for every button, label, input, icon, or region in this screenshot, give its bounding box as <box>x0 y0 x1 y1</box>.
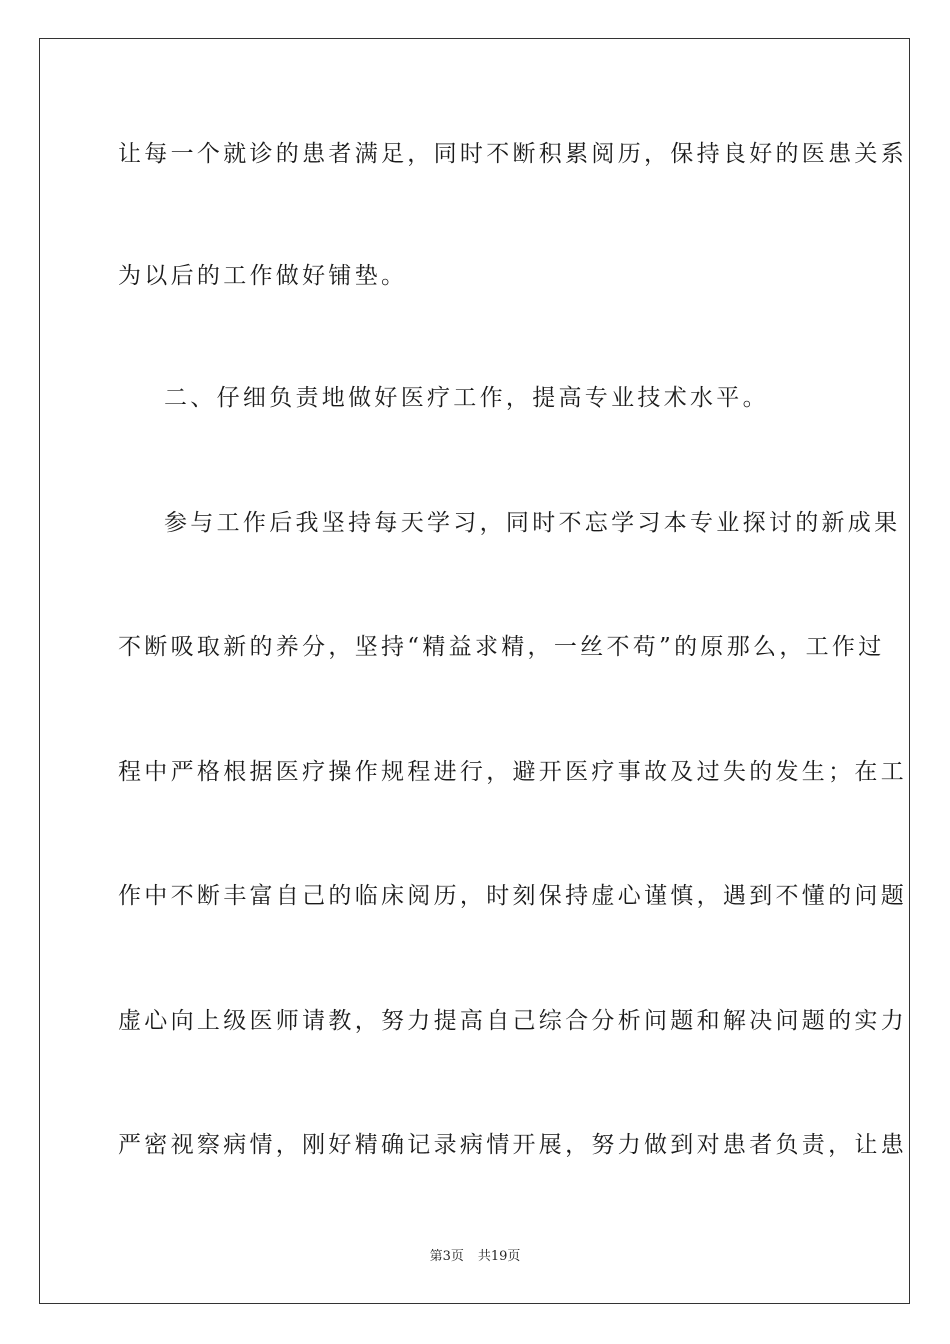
body-text-line-5: 程中严格根据医疗操作规程进行，避开医疗事故及过失的发生；在工 <box>118 759 907 785</box>
body-text-line-4: 不断吸取新的养分，坚持“精益求精，一丝不苟”的原那么，工作过 <box>118 634 885 660</box>
body-text-line-6: 作中不断丰富自己的临床阅历，时刻保持虚心谨慎，遇到不懂的问题 <box>118 883 907 909</box>
page-number: 第3页 <box>429 1249 464 1264</box>
body-text-line-3: 参与工作后我坚持每天学习，同时不忘学习本专业探讨的新成果 <box>164 510 901 536</box>
body-text-line-2: 为以后的工作做好铺垫。 <box>118 263 408 289</box>
section-heading-2: 二、仔细负责地做好医疗工作，提高专业技术水平。 <box>164 385 769 411</box>
body-text-line-1: 让每一个就诊的患者满足，同时不断积累阅历，保持良好的医患关系 <box>118 141 907 167</box>
body-text-line-7: 虚心向上级医师请教，努力提高自己综合分析问题和解决问题的实力 <box>118 1008 907 1034</box>
body-text-line-8: 严密视察病情，刚好精确记录病情开展，努力做到对患者负责，让患 <box>118 1132 907 1158</box>
page-total: 共19页 <box>477 1249 521 1264</box>
page-footer <box>0 1248 950 1266</box>
page-border <box>39 38 910 1304</box>
